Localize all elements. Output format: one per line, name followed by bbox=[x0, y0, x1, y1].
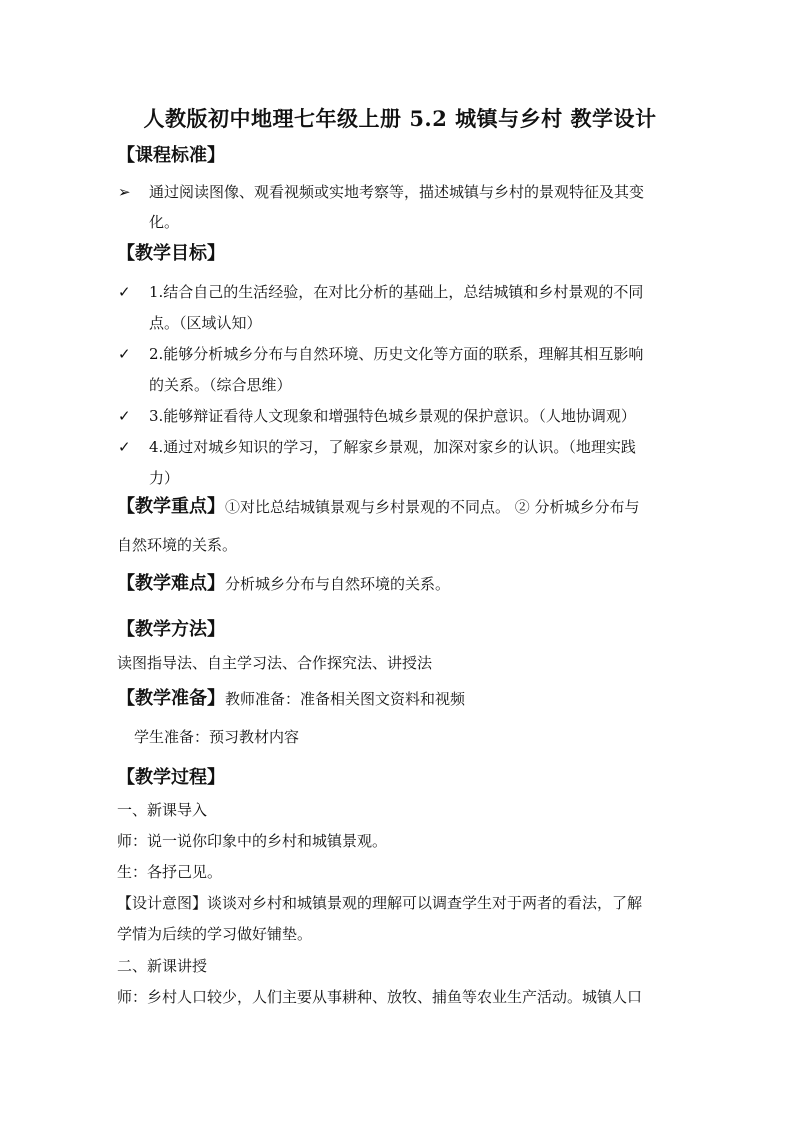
process-line: 师：乡村人口较少，人们主要从事耕种、放牧、捕鱼等农业生产活动。城镇人口 bbox=[117, 988, 643, 1006]
preparation-label: 【教学准备】 bbox=[117, 688, 225, 709]
process-line: 一、新课导入 bbox=[117, 801, 208, 819]
check-icon: ✓ bbox=[118, 283, 131, 301]
curriculum-heading: 【课程标准】 bbox=[117, 145, 225, 166]
key-points-line1 bbox=[117, 497, 640, 517]
key-points-line2: 自然环境的关系。 bbox=[117, 536, 238, 554]
check-icon: ✓ bbox=[118, 438, 131, 456]
preparation-line bbox=[117, 689, 465, 709]
objective-4-line2: 力） bbox=[149, 469, 180, 487]
preparation-student: 学生准备：预习教材内容 bbox=[134, 728, 300, 746]
key-points-text: ①对比总结城镇景观与乡村景观的不同点。 ② 分析城乡分布与 bbox=[225, 498, 640, 516]
objective-3-line1: 3.能够辩证看待人文现象和增强特色城乡景观的保护意识。（人地协调观） bbox=[149, 407, 636, 425]
methods-text: 读图指导法、自主学习法、合作探究法、讲授法 bbox=[117, 654, 433, 672]
check-icon: ✓ bbox=[118, 407, 131, 425]
process-line: 师：说一说你印象中的乡村和城镇景观。 bbox=[117, 832, 388, 850]
process-line: 【设计意图】谈谈对乡村和城镇景观的理解可以调查学生对于两者的看法，了解 bbox=[117, 894, 643, 912]
objective-1-line1: 1.结合自己的生活经验，在对比分析的基础上，总结城镇和乡村景观的不同 bbox=[149, 283, 644, 301]
preparation-teacher: 教师准备：准备相关图文资料和视频 bbox=[225, 690, 466, 708]
document-title: 人教版初中地理七年级上册 5.2 城镇与乡村 教学设计 bbox=[143, 106, 657, 131]
arrow-bullet-icon: ➢ bbox=[118, 183, 131, 201]
objective-2-line1: 2.能够分析城乡分布与自然环境、历史文化等方面的联系，理解其相互影响 bbox=[149, 345, 644, 363]
objective-2-line2: 的关系。（综合思维） bbox=[149, 376, 292, 394]
difficulties-label: 【教学难点】 bbox=[117, 573, 225, 594]
curriculum-text-line1: 通过阅读图像、观看视频或实地考察等，描述城镇与乡村的景观特征及其变 bbox=[149, 183, 645, 201]
check-icon: ✓ bbox=[118, 345, 131, 363]
process-line: 学情为后续的学习做好铺垫。 bbox=[117, 925, 313, 943]
objective-4-line1: 4.通过对城乡知识的学习，了解家乡景观，加深对家乡的认识。（地理实践 bbox=[149, 438, 636, 456]
methods-heading: 【教学方法】 bbox=[117, 619, 225, 640]
curriculum-text-line2: 化。 bbox=[149, 213, 180, 231]
difficulties-line bbox=[117, 574, 450, 594]
difficulties-text: 分析城乡分布与自然环境的关系。 bbox=[225, 575, 451, 593]
key-points-label: 【教学重点】 bbox=[117, 496, 225, 517]
objective-1-line2: 点。（区域认知） bbox=[149, 314, 262, 332]
objectives-heading: 【教学目标】 bbox=[117, 243, 225, 264]
process-line: 生：各抒己见。 bbox=[117, 863, 223, 881]
process-heading: 【教学过程】 bbox=[117, 767, 225, 788]
process-line: 二、新课讲授 bbox=[117, 957, 208, 975]
